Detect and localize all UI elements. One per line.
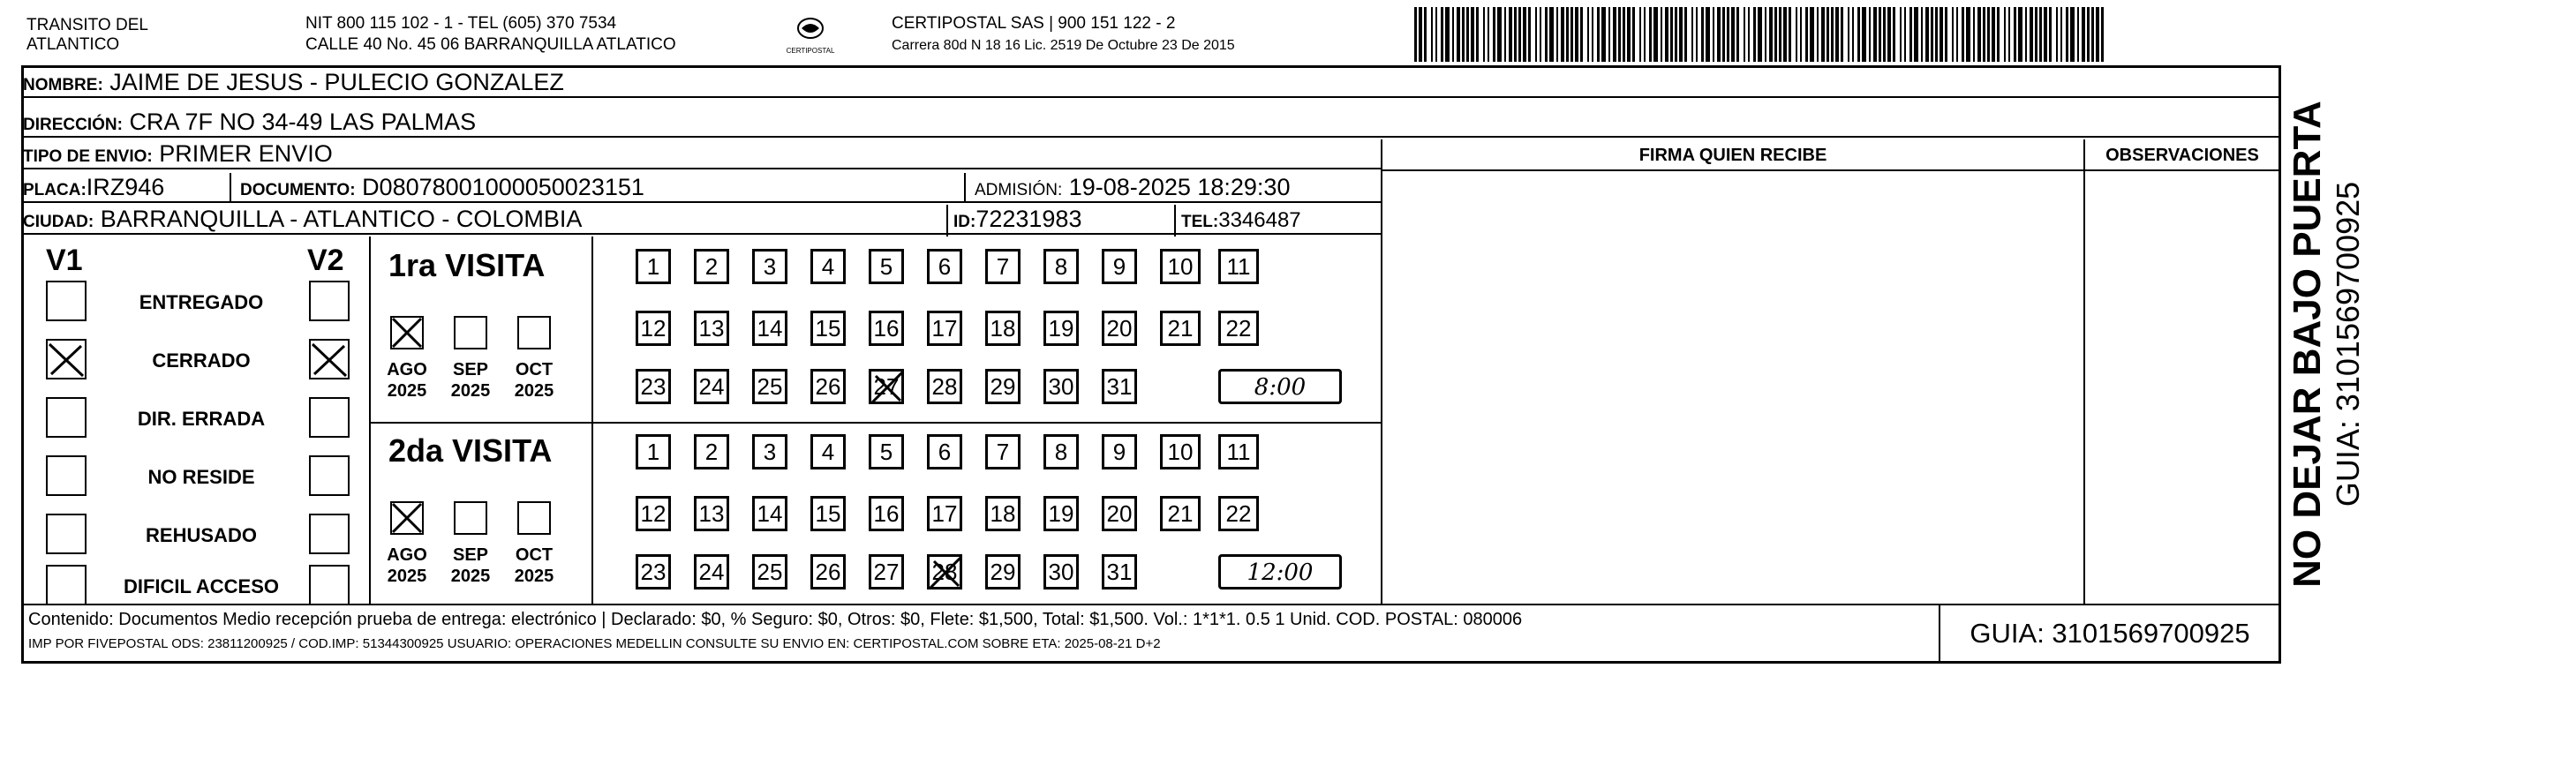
barcode-bar	[1883, 7, 1886, 62]
svg-text:CERTIPOSTAL: CERTIPOSTAL	[786, 47, 835, 55]
visit-title: 2da VISITA	[388, 432, 553, 469]
barcode-bar	[2004, 7, 2006, 62]
barcode-bar	[1731, 7, 1735, 62]
barcode-bar	[1691, 7, 1693, 62]
license-line: Carrera 80d N 18 16 Lic. 2519 De Octubre 23 De 2015	[892, 38, 1235, 53]
barcode-bar	[1748, 7, 1750, 62]
day-box[interactable]: 28	[927, 369, 962, 404]
day-box[interactable]: 14	[752, 311, 787, 346]
barcode-bar	[1973, 7, 1975, 62]
side-text	[2285, 97, 2391, 591]
nit-line: NIT 800 115 102 - 1 - TEL (605) 370 7534	[305, 14, 617, 33]
day-box[interactable]: 13	[694, 311, 729, 346]
side-guia: GUIA: 3101569700925	[2330, 181, 2366, 507]
v1-checkbox[interactable]	[46, 455, 87, 496]
nombre-row	[23, 68, 2280, 98]
day-box[interactable]: 9	[1102, 434, 1137, 469]
day-box[interactable]: 26	[810, 554, 846, 590]
day-box[interactable]: 7	[985, 249, 1021, 284]
day-box[interactable]: 27	[869, 554, 904, 590]
day-box[interactable]: 30	[1043, 554, 1079, 590]
month-checkbox[interactable]	[390, 501, 424, 535]
day-box[interactable]: 25	[752, 369, 787, 404]
id-label: ID:	[953, 213, 976, 231]
year-label: 2025	[387, 567, 427, 586]
v1-checkbox[interactable]	[46, 514, 87, 554]
v2-checkbox[interactable]	[309, 397, 350, 438]
barcode-bar	[1613, 7, 1616, 62]
admision-label: ADMISIÓN:	[975, 181, 1063, 199]
barcode-bar	[2091, 7, 2094, 62]
barcode-bar	[1857, 7, 1860, 62]
barcode-bar	[1783, 7, 1787, 62]
handwritten-time: 8:00	[1254, 374, 1307, 401]
barcode-bar	[1921, 7, 1923, 62]
v1-checkbox[interactable]	[46, 281, 87, 321]
barcode-bar	[1753, 7, 1756, 62]
barcode-bar	[2030, 7, 2033, 62]
barcode-bar	[2049, 7, 2052, 62]
month-label: OCT	[515, 545, 554, 565]
month-label: SEP	[452, 545, 489, 565]
month-checkbox[interactable]	[517, 316, 551, 349]
admision-cell	[964, 173, 1290, 205]
admision-value: 19-08-2025 18:29:30	[1068, 174, 1291, 200]
barcode-bar	[1471, 7, 1474, 62]
barcode-bar	[1900, 7, 1902, 62]
day-box[interactable]: 8	[1043, 249, 1079, 284]
year-label: 2025	[450, 381, 491, 401]
tipo-label: TIPO DE ENVIO:	[23, 147, 153, 166]
month-checkbox[interactable]	[454, 316, 487, 349]
barcode-bar	[1623, 7, 1625, 62]
barcode-bar	[1827, 7, 1829, 62]
barcode-bar	[1601, 7, 1606, 62]
barcode-bar	[1518, 7, 1521, 62]
day-box[interactable]: 20	[1102, 311, 1137, 346]
barcode-bar	[1848, 7, 1849, 62]
barcode-bar	[1956, 7, 1958, 62]
day-box[interactable]: 24	[694, 369, 729, 404]
v2-checkbox[interactable]	[309, 339, 350, 379]
month-label: AGO	[387, 360, 427, 379]
barcode-bar	[1627, 7, 1631, 62]
day-box[interactable]: 24	[694, 554, 729, 590]
barcode-bar	[1414, 7, 1417, 62]
day-box[interactable]: 31	[1102, 554, 1137, 590]
barcode-bar	[2096, 7, 2099, 62]
day-box[interactable]: 10	[1160, 249, 1201, 284]
day-box[interactable]: 18	[985, 311, 1021, 346]
day-box[interactable]: 9	[1102, 249, 1137, 284]
certipostal-logo	[784, 12, 837, 56]
barcode-bar	[1509, 7, 1512, 62]
barcode-bar	[1727, 7, 1729, 62]
barcode-bar	[2039, 7, 2042, 62]
barcode-bar	[1904, 7, 1906, 62]
day-box[interactable]: 19	[1043, 496, 1079, 531]
barcode-bar	[1935, 7, 1938, 62]
day-box[interactable]: 16	[869, 311, 904, 346]
barcode-bar	[1675, 7, 1677, 62]
barcode-bar	[1925, 7, 1929, 62]
barcode-bar	[1987, 7, 1990, 62]
tipo-row	[23, 139, 1382, 169]
barcode-bar	[1887, 7, 1891, 62]
barcode-bar	[1649, 7, 1652, 62]
day-box[interactable]: 12	[636, 496, 671, 531]
barcode-bar	[2025, 7, 2027, 62]
barcode-bar	[1639, 7, 1641, 62]
v1-checkbox[interactable]	[46, 565, 87, 605]
barcode-bar	[2077, 7, 2079, 62]
time-box[interactable]	[1218, 554, 1342, 590]
barcode-bar	[1570, 7, 1573, 62]
v2-checkbox[interactable]	[309, 514, 350, 554]
month-label: AGO	[387, 545, 427, 565]
month-checkbox[interactable]	[390, 316, 424, 349]
side-warning: NO DEJAR BAJO PUERTA	[2286, 101, 2329, 588]
direccion-label: DIRECCIÓN:	[23, 116, 123, 134]
barcode-bar	[1701, 7, 1704, 62]
day-box[interactable]: 22	[1218, 311, 1259, 346]
barcode-bar	[1504, 7, 1506, 62]
barcode-bar	[1977, 7, 1981, 62]
barcode-bar	[1466, 7, 1469, 62]
barcode-bar	[1893, 7, 1895, 62]
day-box[interactable]: 6	[927, 249, 962, 284]
barcode-bar	[1796, 7, 1797, 62]
barcode-bar	[1805, 7, 1808, 62]
barcode-bar	[1424, 7, 1427, 62]
barcode-bar	[1952, 7, 1954, 62]
day-box[interactable]: 19	[1043, 311, 1079, 346]
barcode-bar	[1736, 7, 1739, 62]
day-box[interactable]: 17	[927, 496, 962, 531]
status-option-label: CERRADO	[152, 349, 251, 372]
barcode-bar	[2035, 7, 2037, 62]
barcode-bar	[1476, 7, 1479, 62]
barcode-bar	[1817, 7, 1819, 62]
day-box[interactable]: 20	[1102, 496, 1137, 531]
ciudad-label: CIUDAD:	[23, 213, 94, 231]
month-checkbox[interactable]	[454, 501, 487, 535]
barcode-bar	[2087, 7, 2090, 62]
barcode-bar	[1852, 7, 1854, 62]
barcode-bar	[1535, 7, 1537, 62]
placa-label: PLACA:	[23, 181, 87, 199]
day-box[interactable]: 4	[810, 434, 846, 469]
barcode-bar	[1914, 7, 1918, 62]
barcode-bar	[1431, 7, 1433, 62]
barcode-bar	[1488, 7, 1489, 62]
barcode-bar	[1580, 7, 1583, 62]
day-box[interactable]: 28	[927, 554, 962, 590]
day-box[interactable]: 25	[752, 554, 787, 590]
month-label: OCT	[515, 360, 554, 379]
day-box[interactable]: 12	[636, 311, 671, 346]
barcode-bar	[1441, 7, 1443, 62]
barcode-bar	[1869, 7, 1871, 62]
year-label: 2025	[450, 567, 491, 586]
barcode-bar	[1841, 7, 1843, 62]
v2-checkbox[interactable]	[309, 455, 350, 496]
id-cell	[946, 205, 1081, 237]
barcode-bar	[1608, 7, 1610, 62]
barcode-bar	[1835, 7, 1839, 62]
v2-label: V2	[307, 244, 344, 277]
day-box[interactable]: 1	[636, 434, 671, 469]
barcode-bar	[1457, 7, 1460, 62]
barcode-bar	[1445, 7, 1450, 62]
ciudad-value: BARRANQUILLA - ATLANTICO - COLOMBIA	[100, 206, 583, 232]
status-option-label: DIR. ERRADA	[137, 408, 266, 430]
day-box[interactable]: 2	[694, 249, 729, 284]
barcode-bar	[1696, 7, 1698, 62]
day-box[interactable]: 21	[1160, 496, 1201, 531]
tel-label: TEL:	[1181, 213, 1219, 231]
barcode-bar	[1493, 7, 1495, 62]
status-option-label: DIFICIL ACCESO	[123, 575, 279, 597]
barcode-bar	[2082, 7, 2085, 62]
tel-value: 3346487	[1218, 208, 1301, 232]
documento-value: D08078001000050023151	[362, 174, 644, 200]
day-box[interactable]: 7	[985, 434, 1021, 469]
barcode-bar	[1744, 7, 1745, 62]
year-label: 2025	[514, 567, 554, 586]
barcode-bar	[1769, 7, 1773, 62]
barcode-bar	[1983, 7, 1985, 62]
v1-checkbox[interactable]	[46, 397, 87, 438]
day-box[interactable]: 23	[636, 554, 671, 590]
barcode-bar	[1483, 7, 1485, 62]
barcode-bar	[1706, 7, 1710, 62]
status-option-label: ENTREGADO	[139, 291, 264, 313]
day-box[interactable]: 26	[810, 369, 846, 404]
status-option-label: REHUSADO	[146, 524, 257, 546]
day-box[interactable]: 23	[636, 369, 671, 404]
barcode-bar	[1653, 7, 1658, 62]
day-box[interactable]: 5	[869, 249, 904, 284]
barcode-bar	[1549, 7, 1554, 62]
month-checkbox[interactable]	[517, 501, 551, 535]
v1-label: V1	[46, 244, 83, 277]
barcode-bar	[2044, 7, 2047, 62]
barcode-bar	[1779, 7, 1781, 62]
barcode-bar	[1592, 7, 1593, 62]
day-box[interactable]: 15	[810, 311, 846, 346]
barcode-bar	[1575, 7, 1578, 62]
day-box[interactable]: 16	[869, 496, 904, 531]
direccion-row	[23, 108, 2280, 138]
day-box[interactable]: 15	[810, 496, 846, 531]
day-box[interactable]: 6	[927, 434, 962, 469]
tel-cell	[1174, 205, 1301, 237]
barcode-bar	[1556, 7, 1558, 62]
sender-line1: TRANSITO DEL	[26, 16, 148, 34]
day-box[interactable]: 18	[985, 496, 1021, 531]
barcode-bar	[1618, 7, 1621, 62]
day-box[interactable]: 21	[1160, 311, 1201, 346]
barcode-bar	[1561, 7, 1564, 62]
barcode-bar	[1966, 7, 1970, 62]
day-box[interactable]: 3	[752, 249, 787, 284]
barcode-bar	[2014, 7, 2016, 62]
year-label: 2025	[514, 381, 554, 401]
imp-text: IMP POR FIVEPOSTAL ODS: 23811200925 / COD.IMP: 51344300925 USUARIO: OPERACIONES MEDELLIN CONSULTE SU ENVIO EN: CERTIPOSTAL.COM SOBRE ETA: 2025-08-21 D+2	[28, 636, 1161, 651]
barcode-bar	[1774, 7, 1777, 62]
barcode-bar	[1523, 7, 1526, 62]
barcode-bar	[1661, 7, 1662, 62]
barcode-bar	[1545, 7, 1548, 62]
id-value: 72231983	[975, 206, 1082, 232]
day-box[interactable]: 29	[985, 369, 1021, 404]
barcode-bar	[1528, 7, 1531, 62]
company-line: CERTIPOSTAL SAS | 900 151 122 - 2	[892, 14, 1176, 33]
day-box[interactable]: 30	[1043, 369, 1079, 404]
barcode-bar	[2008, 7, 2010, 62]
time-box[interactable]	[1218, 369, 1342, 404]
firma-header: FIRMA QUIEN RECIBE	[1638, 146, 1827, 165]
barcode-bar	[1717, 7, 1721, 62]
barcode-bar	[1879, 7, 1881, 62]
barcode-bar	[1873, 7, 1877, 62]
barcode-bar	[1419, 7, 1422, 62]
barcode-bar	[1665, 7, 1668, 62]
day-box[interactable]: 10	[1160, 434, 1201, 469]
day-box[interactable]: 3	[752, 434, 787, 469]
documento-cell	[230, 173, 644, 205]
day-box[interactable]: 27	[869, 369, 904, 404]
barcode-bar	[1940, 7, 1943, 62]
v1-checkbox[interactable]	[46, 339, 87, 379]
barcode-bar	[2066, 7, 2068, 62]
day-box[interactable]: 22	[1218, 496, 1259, 531]
barcode-bar	[1597, 7, 1600, 62]
barcode-bar	[1862, 7, 1866, 62]
day-box[interactable]: 29	[985, 554, 1021, 590]
barcode-bar	[1462, 7, 1465, 62]
observaciones-header: OBSERVACIONES	[2105, 146, 2259, 165]
barcode-bar	[1684, 7, 1687, 62]
barcode-bar	[1758, 7, 1762, 62]
barcode-bar	[2018, 7, 2022, 62]
status-option-label: NO RESIDE	[147, 466, 255, 488]
v2-checkbox[interactable]	[309, 281, 350, 321]
visit-title: 1ra VISITA	[388, 247, 546, 283]
day-box[interactable]: 11	[1218, 434, 1259, 469]
barcode-bar	[1497, 7, 1502, 62]
barcode-bar	[1909, 7, 1912, 62]
barcode-bar	[1821, 7, 1825, 62]
day-box[interactable]: 8	[1043, 434, 1079, 469]
day-box[interactable]: 5	[869, 434, 904, 469]
month-label: SEP	[452, 360, 489, 379]
barcode	[1412, 7, 2108, 62]
documento-label: DOCUMENTO:	[240, 181, 356, 199]
barcode-bar	[1452, 7, 1454, 62]
barcode-bar	[1800, 7, 1802, 62]
tipo-value: PRIMER ENVIO	[159, 140, 333, 167]
day-box[interactable]: 11	[1218, 249, 1259, 284]
barcode-bar	[1997, 7, 2000, 62]
barcode-bar	[1540, 7, 1541, 62]
barcode-bar	[1962, 7, 1964, 62]
day-box[interactable]: 1	[636, 249, 671, 284]
barcode-bar	[2056, 7, 2058, 62]
contenido-text: Contenido: Documentos Medio recepción prueba de entrega: electrónico | Declarado: $0, % Seguro: $0, Otros: $0, Flete: $1,500, Total: $1,500. Vol.: 1*1*1. 0.5 1 Unid. COD. POSTAL: 080006	[28, 610, 1523, 629]
barcode-bar	[1435, 7, 1437, 62]
barcode-bar	[1789, 7, 1791, 62]
barcode-bar	[1566, 7, 1569, 62]
barcode-bar	[1931, 7, 1933, 62]
barcode-bar	[1587, 7, 1589, 62]
day-box[interactable]: 14	[752, 496, 787, 531]
day-box[interactable]: 2	[694, 434, 729, 469]
handwritten-time: 12:00	[1247, 559, 1314, 586]
year-label: 2025	[387, 381, 427, 401]
barcode-bar	[2101, 7, 2104, 62]
address-line: CALLE 40 No. 45 06 BARRANQUILLA ATLATICO	[305, 35, 676, 54]
direccion-value: CRA 7F NO 34-49 LAS PALMAS	[129, 109, 477, 135]
barcode-bar	[1810, 7, 1814, 62]
nombre-value: JAIME DE JESUS - PULECIO GONZALEZ	[109, 69, 564, 95]
barcode-bar	[1670, 7, 1673, 62]
day-box[interactable]: 31	[1102, 369, 1137, 404]
barcode-bar	[1831, 7, 1834, 62]
barcode-bar	[1722, 7, 1725, 62]
nombre-label: NOMBRE:	[23, 76, 103, 94]
day-box[interactable]: 13	[694, 496, 729, 531]
barcode-bar	[1679, 7, 1683, 62]
barcode-bar	[1632, 7, 1635, 62]
barcode-bar	[1945, 7, 1947, 62]
barcode-bar	[1765, 7, 1766, 62]
placa-value: IRZ946	[86, 174, 165, 200]
barcode-bar	[2060, 7, 2062, 62]
barcode-bar	[1992, 7, 1995, 62]
barcode-bar	[1514, 7, 1517, 62]
barcode-bar	[2070, 7, 2075, 62]
v2-checkbox[interactable]	[309, 565, 350, 605]
day-box[interactable]: 17	[927, 311, 962, 346]
barcode-bar	[1644, 7, 1646, 62]
footer-guia: GUIA: 3101569700925	[1970, 618, 2250, 649]
day-box[interactable]: 4	[810, 249, 846, 284]
sender-line2: ATLANTICO	[26, 35, 120, 54]
barcode-bar	[1713, 7, 1714, 62]
